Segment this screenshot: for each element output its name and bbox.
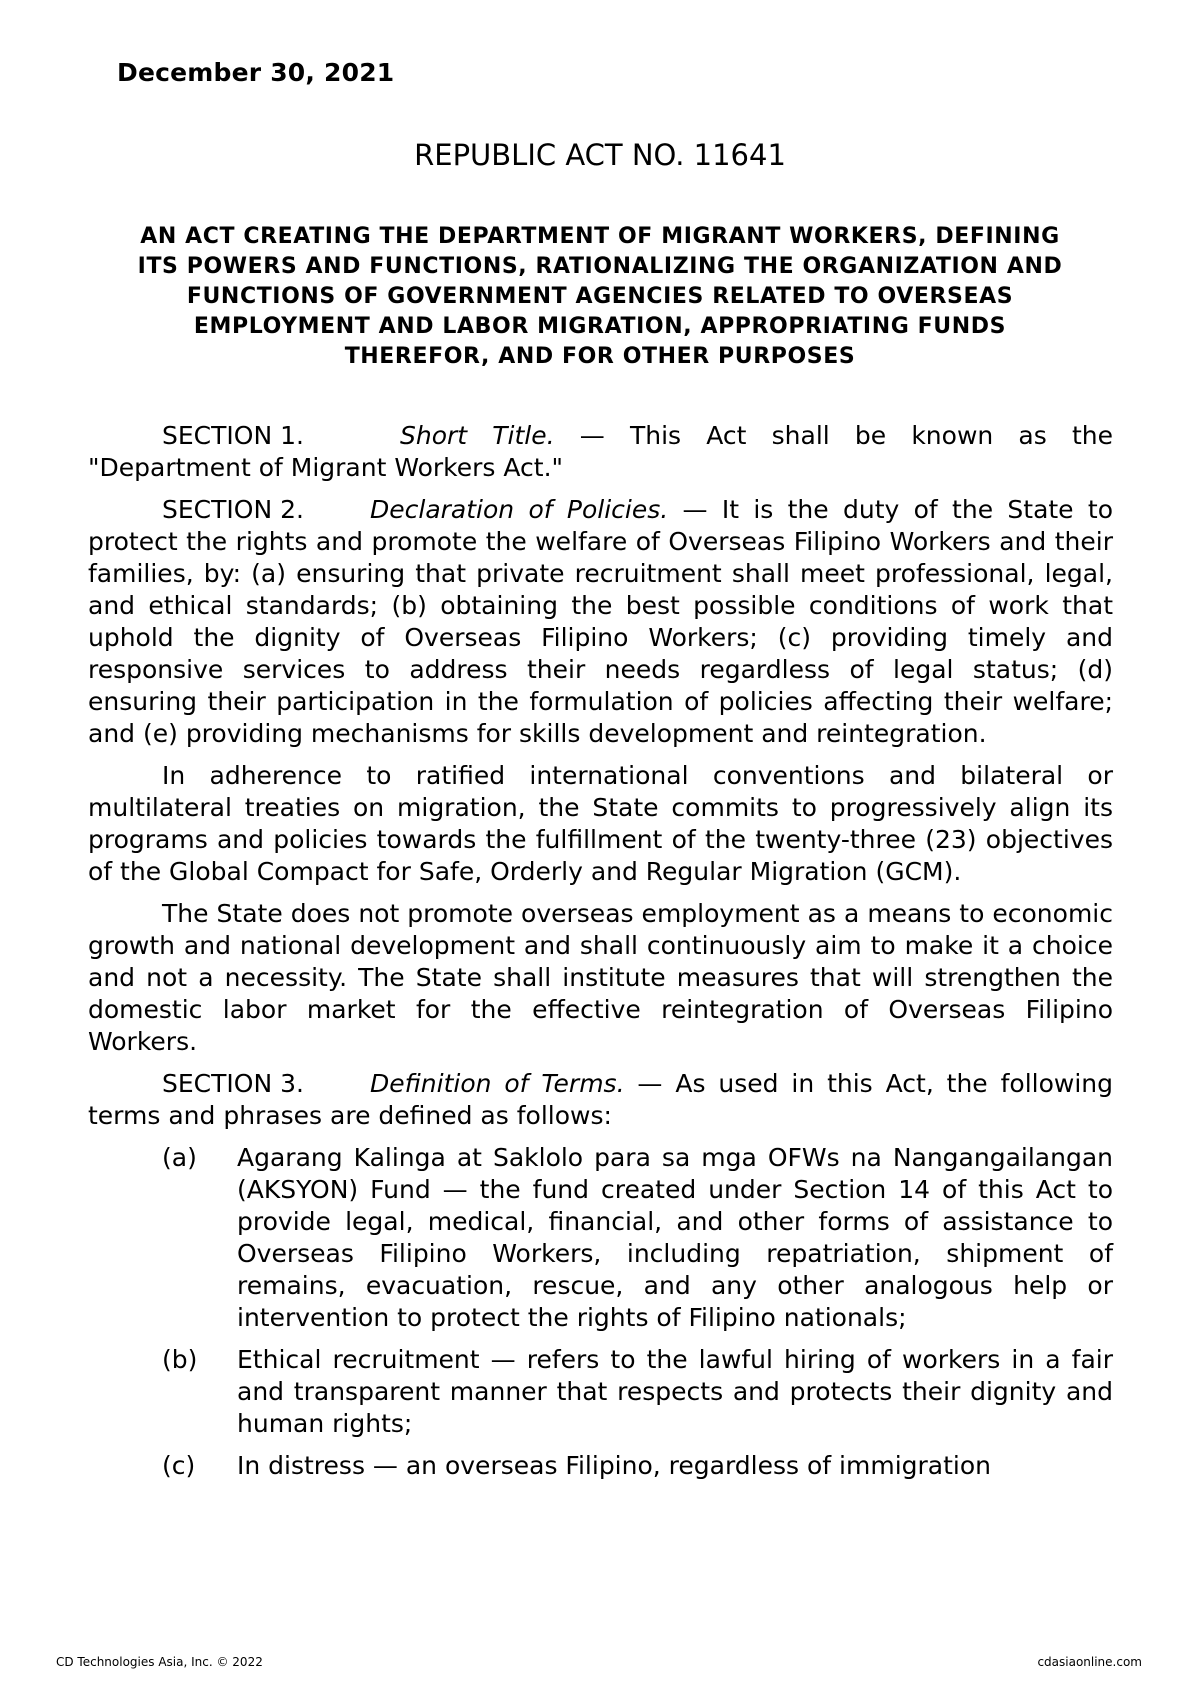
- section-1-text: — This Act shall be known as the "Department of Migrant Workers Act.": [88, 421, 1113, 482]
- definition-item-text: In distress — an overseas Filipino, regardless of immigration: [237, 1451, 991, 1480]
- section-2-label: SECTION 2.: [162, 495, 304, 524]
- section-2-text: — It is the duty of the State to protect the rights and promote the welfare of Overseas Filipino Workers and their families, by: (a) ensuring that private recruitment shall meet professional, legal, and ethical standards; (b) obtaining the best possible conditions of work that uphold the dignity of Overseas Filipino Workers; (c) providing timely and responsive services to address their needs regardless of legal status; (d) ensuring their participation in the formulation of policies affecting their welfare; and (e) providing mechanisms for skills development and reintegration.: [88, 495, 1113, 748]
- section-1-heading: Short Title.: [400, 421, 555, 450]
- footer-copyright: CD Technologies Asia, Inc. © 2022: [56, 1655, 263, 1669]
- document-body: [88, 420, 1113, 1492]
- definition-item-c: [88, 1450, 1113, 1482]
- definition-item-text: Agarang Kalinga at Saklolo para sa mga OFWs na Nangangailangan (AKSYON) Fund — the fund created under Section 14 of this Act to provide legal, medical, financial, and other forms of assistance to Overseas Filipino Workers, including repatriation, shipment of remains, evacuation, rescue, and any other analogous help or intervention to protect the rights of Filipino nationals;: [237, 1143, 1113, 1332]
- section-3-heading: Definition of Terms.: [370, 1069, 625, 1098]
- definition-item-a: [88, 1142, 1113, 1334]
- section-2-paragraph-3: The State does not promote overseas employment as a means to economic growth and national development and shall continuously aim to make it a choice and not a necessity. The State shall institute measures that will strengthen the domestic labor market for the effective reintegration of Overseas Filipino Workers.: [88, 899, 1113, 1056]
- section-2-paragraph-2: In adherence to ratified international conventions and bilateral or multilateral treaties on migration, the State commits to progressively align its programs and policies towards the fulfillment of the twenty-three (23) objectives of the Global Compact for Safe, Orderly and Regular Migration (GCM).: [88, 761, 1113, 886]
- section-1: [88, 420, 1113, 484]
- section-1-label: SECTION 1.: [162, 421, 304, 450]
- section-2: [88, 494, 1113, 750]
- definition-item-b: [88, 1344, 1113, 1440]
- definition-item-text: Ethical recruitment — refers to the lawful hiring of workers in a fair and transparent manner that respects and protects their dignity and human rights;: [237, 1345, 1113, 1438]
- definition-item-mark: (c): [162, 1451, 196, 1480]
- act-number: REPUBLIC ACT NO. 11641: [414, 138, 786, 172]
- section-2-heading: Declaration of Policies.: [370, 495, 669, 524]
- section-3: [88, 1068, 1113, 1132]
- definition-item-mark: (a): [162, 1143, 197, 1172]
- section-3-label: SECTION 3.: [162, 1069, 304, 1098]
- definition-item-mark: (b): [162, 1345, 198, 1374]
- footer-website: cdasiaonline.com: [1037, 1655, 1142, 1669]
- section-3-text: — As used in this Act, the following terms and phrases are defined as follows:: [88, 1069, 1113, 1130]
- act-title: AN ACT CREATING THE DEPARTMENT OF MIGRANT WORKERS, DEFINING ITS POWERS AND FUNCTIONS, RATIONALIZING THE ORGANIZATION AND FUNCTIONS OF GOVERNMENT AGENCIES RELATED TO OVERSEAS EMPLOYMENT AND LABOR MIGRATION, APPROPRIATING FUNDS THEREFOR, AND FOR OTHER PURPOSES: [137, 224, 1063, 369]
- document-date: December 30, 2021: [117, 58, 395, 87]
